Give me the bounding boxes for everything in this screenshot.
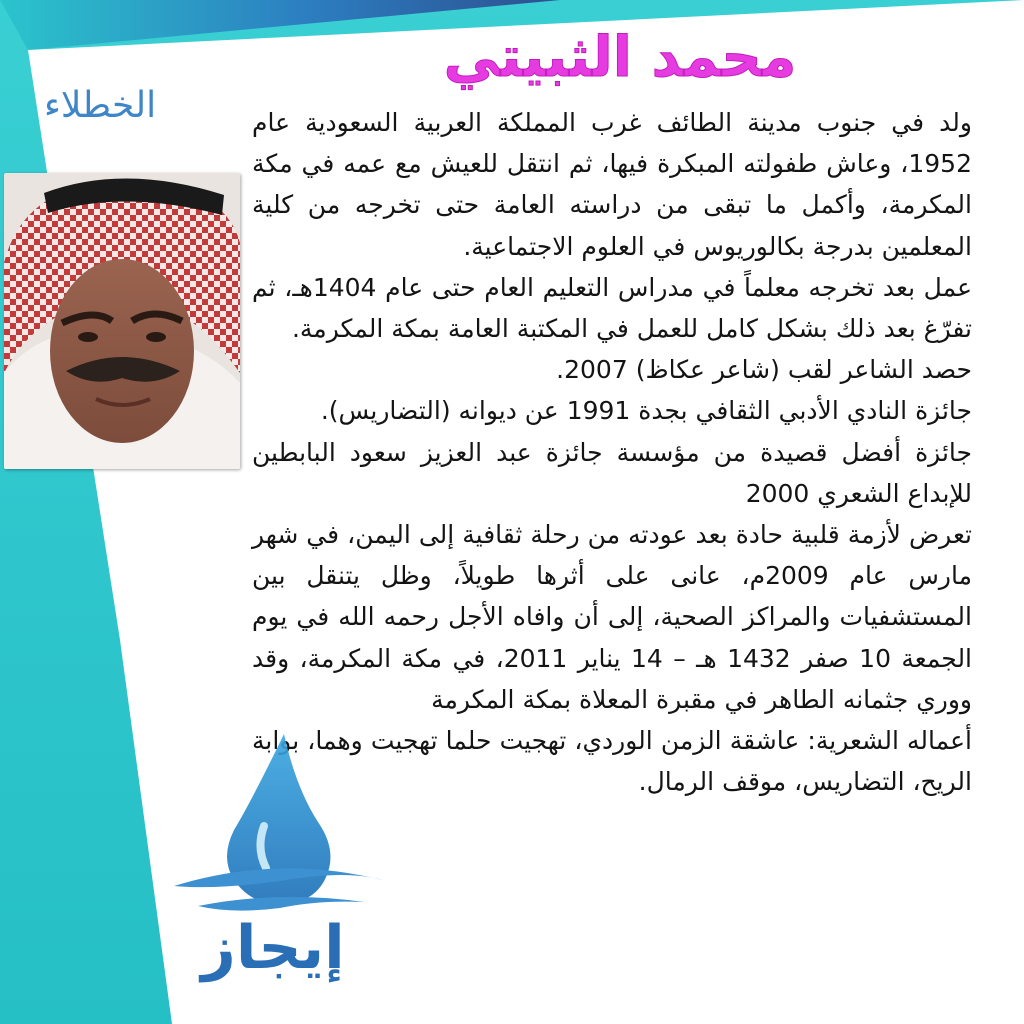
- bio-paragraph: عمل بعد تخرجه معلماً في مدراس التعليم العام حتى عام 1404هـ، ثم تفرّغ بعد ذلك بشكل كامل للعمل في المكتبة العامة بمكة المكرمة.: [252, 272, 972, 344]
- bio-paragraph: جائزة النادي الأدبي الثقافي بجدة 1991 عن ديوانه (التضاريس).: [320, 396, 972, 426]
- bio-paragraph: جائزة أفضل قصيدة من مؤسسة جائزة عبد العزيز سعود البابطين للإبداع الشعري 2000: [252, 437, 972, 508]
- bio-paragraph: تعرض لأزمة قلبية حادة بعد عودته من رحلة ثقافية إلى اليمن، في شهر مارس عام 2009م، عانى على أثرها طويلاً، وظل يتنقل بين المستشفيات والمراكز الصحية، إلى أن وافاه الأجل رحمه الله في يوم الجمعة 10 صفر 1432 هـ – 14 يناير 2011، في مكة المكرمة، وقد ووري جثمانه الطاهر في مقبرة المعلاة بمكة المكرمة: [252, 520, 973, 714]
- page-title: محمد الثبيتي: [443, 25, 797, 90]
- bio-paragraph: ولد في جنوب مدينة الطائف غرب المملكة العربية السعودية عام 1952، وعاش طفولته المبكرة فيها، ثم انتقل للعيش مع عمه في مكة المكرمة، وأكمل ما تبقى من دراسته العامة حتى تخرجه من كلية المعلمين بدرجة بكالوريوس في العلوم الاجتماعية.: [252, 108, 972, 261]
- brand-logo-text: إيجاز: [201, 913, 345, 983]
- bio-paragraph: أعماله الشعرية: عاشقة الزمن الوردي، تهجيت حلما تهجيت وهما، بوابة الريح، التضاريس، موقف الرمال.: [252, 726, 972, 797]
- biography-text: [252, 102, 972, 802]
- portrait-photo: [4, 173, 240, 469]
- section-label: الخطلاء: [44, 85, 157, 126]
- bio-paragraph: حصد الشاعر لقب (شاعر عكاظ) 2007.: [556, 355, 972, 385]
